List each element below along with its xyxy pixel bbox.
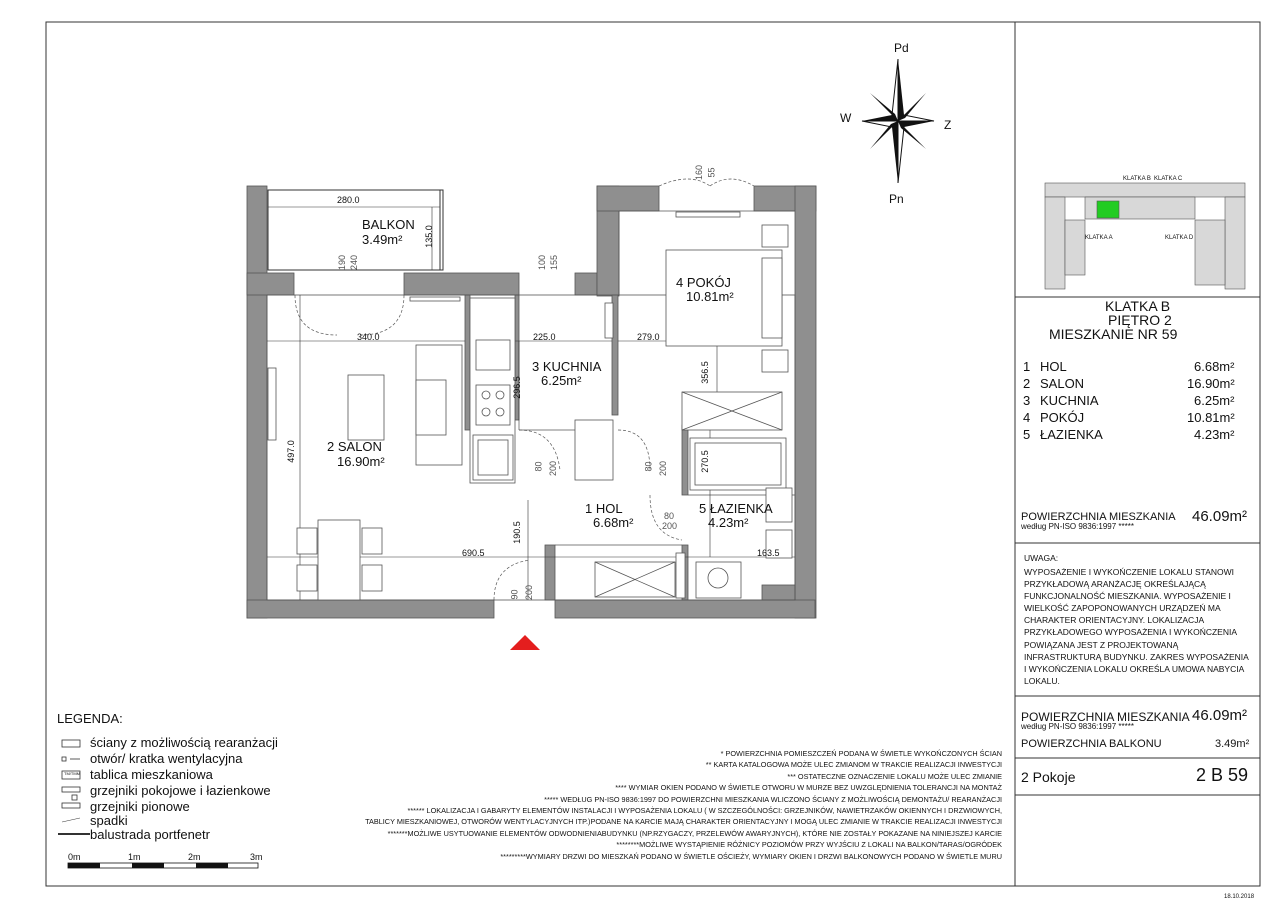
footnotes [365,748,1002,862]
dim-label: 296.5 [511,376,522,399]
footnote: ****** LOKALIZACJA I GABARYTY ELEMENTÓW INSTALACJI I WYPOSAŻENIA LOKALU ( W SZCZEGÓLNOŚCI: GRZEJNIKÓW, NAWIETRZAKÓW OKIENNYCH I DRZWIOWYCH, [407,806,1002,816]
room-label-kuchnia: 3 KUCHNIA [532,359,602,374]
room-area-kuchnia: 6.25m² [541,373,582,388]
site-label-a: KLATKA A [1085,235,1113,241]
table-row-name: HOL [1040,359,1067,374]
legend-item: otwór/ kratka wentylacyjna [90,751,243,766]
opening-label: 100 [537,254,548,271]
footnote: ** KARTA KATALOGOWA MOŻE ULEC ZMIANOM W TRAKCIE REALIZACJI INWESTYCJI [705,760,1002,770]
footnote: **** WYMIAR OKIEN PODANO W ŚWIETLE OTWORU W MURZE BEZ UWZGLĘDNIENIA TOLERANCJI NA MONTAŻ [615,783,1002,793]
site-label-d: KLATKA D [1165,235,1194,241]
dim-label: 270.5 [699,450,710,473]
compass-west-label: W [840,111,852,125]
dim-label: 135.0 [423,225,434,248]
table-row-area: 6.25m² [1194,393,1235,408]
legend-tm-label: TM/TMM [64,771,80,776]
note-line: CHARAKTER ORIENTACYJNY. LOKALIZACJA [1024,615,1205,626]
legend-item: ściany z możliwością rearanżacji [90,735,278,750]
balkon-label: POWIERZCHNIA BALKONU [1021,738,1162,750]
legend-title: LEGENDA: [57,711,123,726]
scale-label: 0m [68,852,81,862]
scale-label: 2m [188,852,201,862]
table-row-num: 5 [1023,427,1031,442]
table-row-num: 1 [1023,359,1031,374]
table-row-num: 2 [1023,376,1031,391]
legend-item: grzejniki pokojowe i łazienkowe [90,783,271,798]
dim-label: 280.0 [337,195,360,205]
note-line: PRZYKŁADOWEGO WYPOSAŻENIA I WYKOŃCZENIA [1024,627,1238,638]
total-label: POWIERZCHNIA MIESZKANIA [1021,511,1176,523]
opening-label: 80 [643,461,654,472]
tv-unit [268,368,276,440]
header-stair: KLATKA B [1105,298,1171,314]
note-line: WIELKOŚĆ ZAPOPONOWANYCH URZĄDZEŃ MA [1024,603,1221,614]
note-line: PRZYKŁADOWĄ ARANŻACJĘ OKREŚLAJĄCĄ [1024,579,1206,590]
room-label-salon: 2 SALON [327,439,382,454]
footnote: ***** WEDŁUG PN-ISO 9836:1997 DO POWIERZCHNI MIESZKANIA WLICZONO ŚCIANY Z MOŻLIWOŚCIĄ DEMONTAŻU/ REARANŻACJI [544,794,1002,804]
dim-label: 356.5 [699,361,710,384]
table-row-area: 16.90m² [1187,376,1235,391]
compass-south-label: Pn [889,192,904,206]
opening-label: 55 [706,167,717,178]
note-line: INFRASTRUKTURĄ BUDYNKU. ZAKRES WYPOSAŻENIA [1024,651,1249,662]
opening-label: 200 [662,521,678,531]
rooms-count: 2 Pokoje [1021,769,1076,785]
footnote: ********MOŻLIWE WYSTĄPIENIE RÓŻNICY POZIOMÓW PRZY WYJŚCIU Z LOKALI NA BALKON/TARAS/OGRÓDEK [616,840,1002,850]
site-plan [1045,183,1245,289]
summary-value: 46.09m² [1192,707,1248,724]
table-row-num: 3 [1023,393,1031,408]
compass-north-label: Pd [894,41,909,55]
scale-label: 3m [250,852,263,862]
table-row-area: 6.68m² [1194,359,1235,374]
opening-label: 240 [349,254,360,271]
table-row-name: SALON [1040,376,1085,391]
table-row-name: ŁAZIENKA [1040,427,1103,442]
footnote: *******MOŻLIWE USYTUOWANIE ELEMENTÓW ODWODNIENIABUDYNKU (NP.RZYGACZY, PRZELEWÓW AWARYJNYCH), KTÓRE NIE ZOSTAŁY POKAZANE NA NINIEJSZEJ KARCIE [387,828,1002,838]
scale-bar [68,863,258,868]
opening-label: 190 [337,254,348,271]
note-line: I WYKOŃCZENIA LOKALU OKREŚLA UMOWA NABYCIA [1024,663,1245,674]
table-row-area: 10.81m² [1187,410,1235,425]
legend-item: tablica mieszkaniowa [90,767,213,782]
footnote: TABLICY MIESZKANIOWEJ, OTWORÓW WENTYLACYJNYCH ITP.)PODANE NA KARCIE MAJĄ CHARAKTER ORIENTACYJNY I MOGĄ ULEC ZMIANIE W TRAKCIE REALIZACJI INWESTYCJI [365,817,1002,827]
coffee-table [348,375,384,440]
note-body [1024,566,1254,687]
dim-label: 497.0 [285,440,296,463]
note-line: POWIĄZANA JEST Z PROJEKTOWANĄ [1024,639,1179,650]
site-label-c: KLATKA C [1154,176,1183,182]
stove [476,385,510,425]
balcony-name: BALKON [362,217,415,232]
legend-symbols [58,740,90,834]
footnote: * POWIERZCHNIA POMIESZCZEŃ PODANA W ŚWIETLE WYKOŃCZONYCH ŚCIAN [720,749,1002,758]
dim-label: 279.0 [637,332,660,342]
opening-label: 155 [549,254,560,271]
footnote: *** OSTATECZNE OZNACZENIE LOKALU MOŻE ULEC ZMIANIE [787,771,1002,781]
opening-label: 160 [694,164,705,181]
dim-label: 340.0 [357,332,380,342]
dining-table [318,520,360,600]
legend-item: grzejniki pionowe [90,799,190,814]
dim-label: 225.0 [533,332,556,342]
site-label-b: KLATKA B [1123,176,1151,182]
legend-item: spadki [90,813,128,828]
total-sub: według PN-ISO 9836:1997 ***** [1021,522,1134,531]
balcony-area: 3.49m² [362,232,403,247]
total-value: 46.09m² [1192,508,1248,525]
room-area-lazienka: 4.23m² [708,515,749,530]
legend-item: balustrada portfenetr [90,827,210,842]
opening-label: 200 [548,460,559,477]
dim-label: 690.5 [462,548,485,558]
header-unit: MIESZKANIE NR 59 [1049,326,1178,342]
note-line: LOKALU. [1024,675,1060,686]
highlighted-unit [1097,201,1119,218]
room-label-hol: 1 HOL [585,501,623,516]
room-area-salon: 16.90m² [337,454,385,469]
opening-label: 200 [524,584,535,601]
opening-label: 80 [533,461,544,472]
date-label: 18.10.2018 [1224,894,1255,900]
header-floor: PIĘTRO 2 [1108,312,1172,328]
note-line: WYPOSAŻENIE I WYKOŃCZENIE LOKALU STANOWI [1024,567,1235,577]
summary-label: POWIERZCHNIA MIESZKANIA [1021,710,1190,724]
room-label-pokoj: 4 POKÓJ [676,275,731,290]
scale-label: 1m [128,852,141,862]
entry-arrow [510,635,540,650]
note-title: UWAGA: [1024,553,1059,563]
room-area-pokoj: 10.81m² [686,289,734,304]
summary-sub: według PN-ISO 9836:1997 ***** [1021,722,1134,731]
note-line: FUNKCJONALNOŚĆ MIESZKANIA. WYPOSAŻENIE I [1024,591,1231,602]
footnote: *********WYMIARY DRZWI DO MIESZKAŃ PODANO W ŚWIETLE OŚCIEŻY, WYMIARY OKIEN I DRZWI BALKONOWYCH PODANO W ŚWIETLE MURU [500,851,1002,861]
room-label-lazienka: 5 ŁAZIENKA [699,501,773,516]
balkon-value: 3.49m² [1215,738,1250,750]
compass-rose [862,59,934,183]
table-row-area: 4.23m² [1194,427,1235,442]
opening-label: 90 [509,589,520,600]
dim-label: 190.5 [511,521,522,544]
dim-label: 163.5 [757,548,780,558]
table-row-name: POKÓJ [1040,410,1085,425]
unit-code: 2 B 59 [1196,765,1249,785]
table-row-num: 4 [1023,410,1031,425]
opening-label: 80 [664,511,675,521]
room-area-hol: 6.68m² [593,515,634,530]
compass-east-label: Z [944,118,952,132]
table-row-name: KUCHNIA [1040,393,1099,408]
opening-label: 200 [658,460,669,477]
